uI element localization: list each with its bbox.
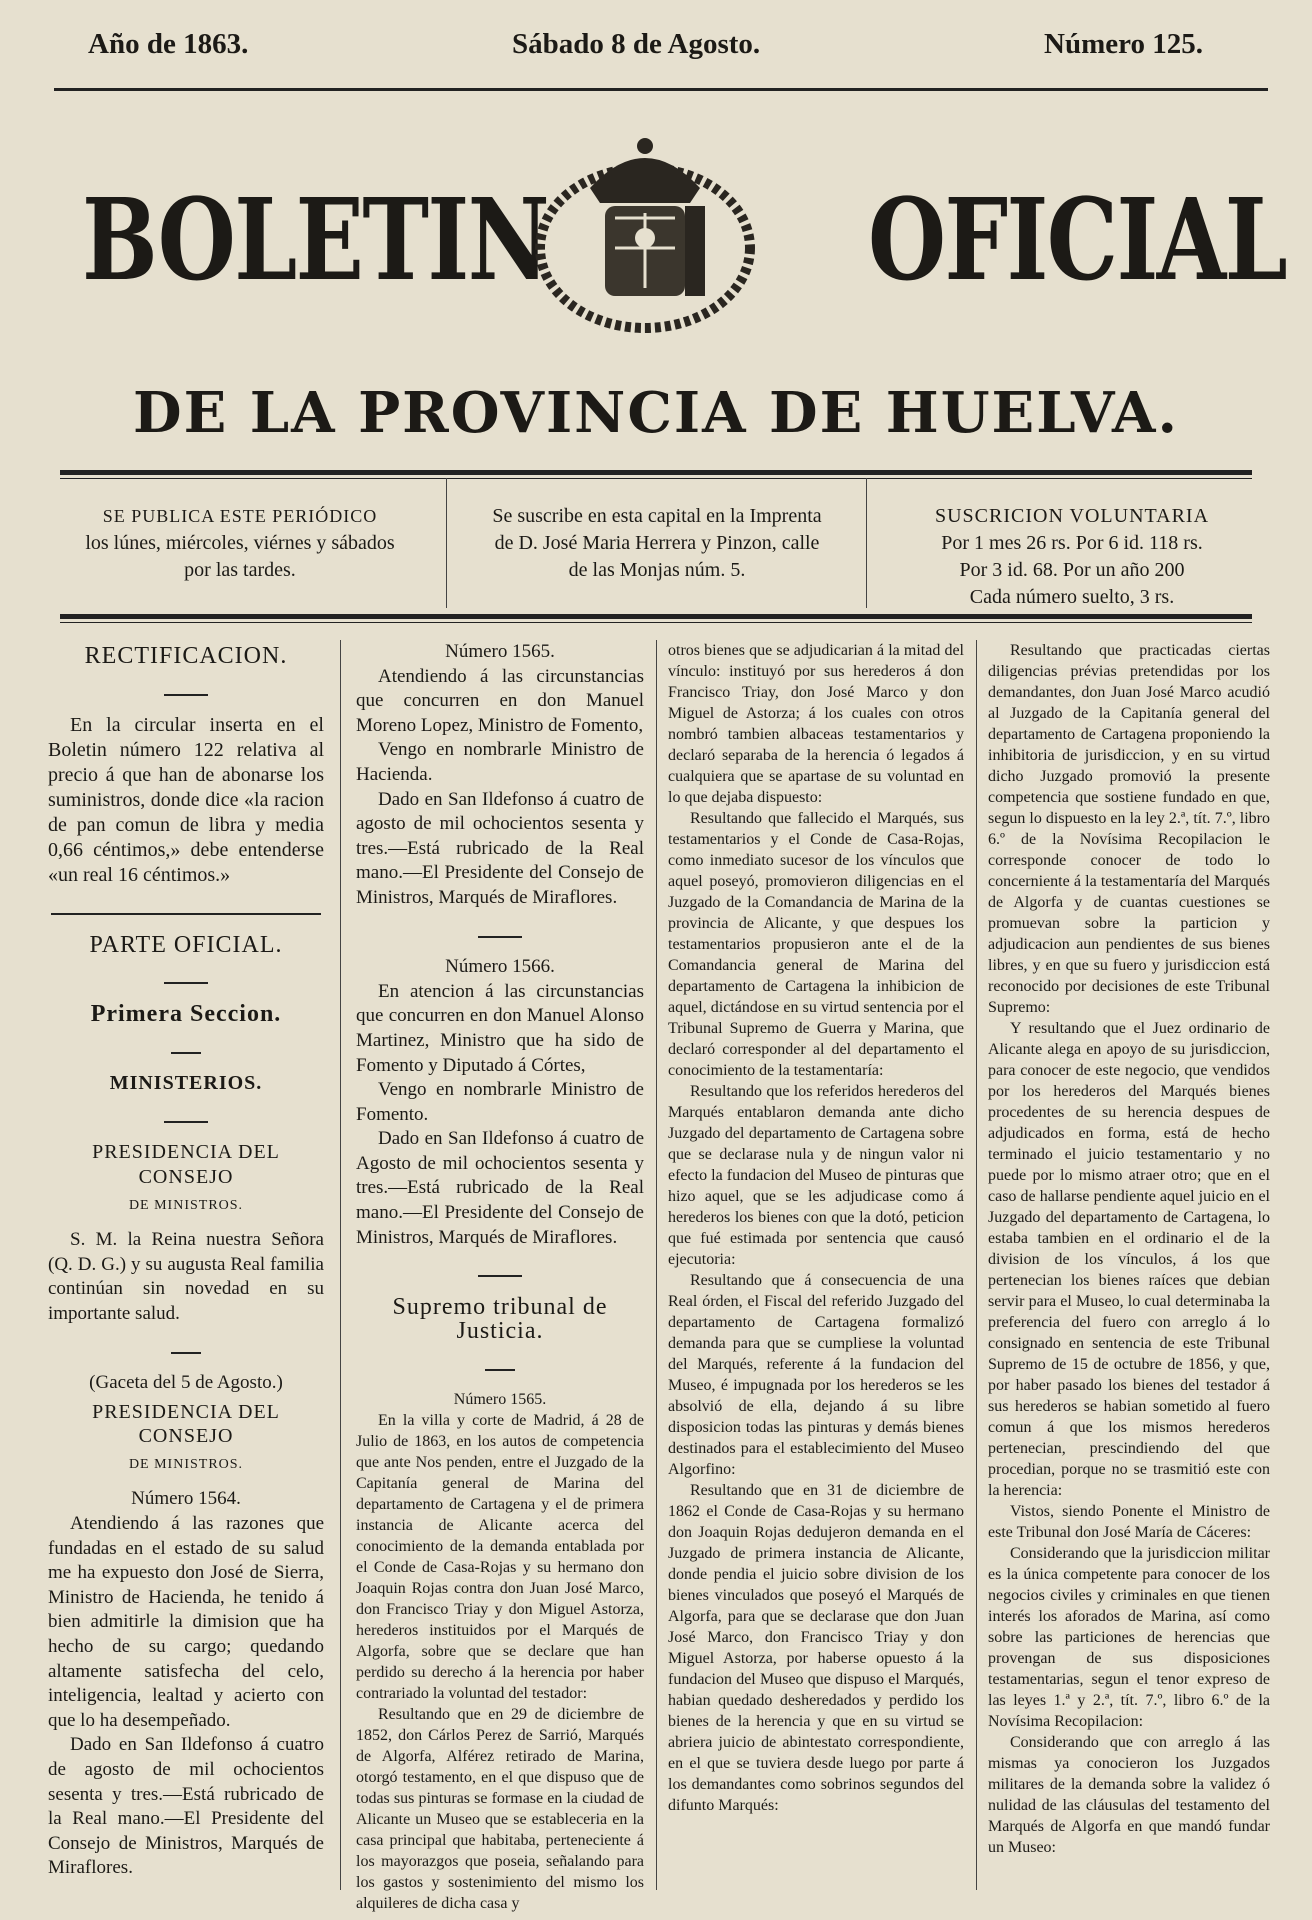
rectificacion-heading: RECTIFICACION. <box>84 643 288 669</box>
decree-number-1566: Número 1566. <box>445 956 555 978</box>
header-rule <box>54 88 1268 91</box>
presidencia-subheading: DE MINISTROS. <box>128 1197 244 1213</box>
presidencia-heading-2: PRESIDENCIA DEL CONSEJO <box>92 1400 280 1448</box>
reina-text: S. M. la Reina nuestra Señora (Q. D. G.) y su augusta Real familia continúan sin novedad en su importante salud. <box>48 1229 324 1324</box>
column-1 <box>48 640 324 1881</box>
column-4 <box>988 640 1270 1858</box>
separator <box>356 921 644 946</box>
info-bottom-rule-thin <box>60 622 1252 623</box>
separator <box>48 1337 324 1362</box>
decree-1565-text: Atendiendo á las circunstancias que concurren en don Manuel Moreno Lopez, Ministro de Fomento, <box>356 665 644 736</box>
decree-1566-appointment: Vengo en nombrarle Ministro de Fomento. <box>356 1079 644 1125</box>
price-line-3: Cada número suelto, 3 rs. <box>969 586 1175 608</box>
col3-paragraph-1: otros bienes que se adjudicarian á la mitad del vínculo: instituyó por sus herederos á don Francisco Triay, don José Marco y don Miguel de Astorza; á los cuales con otros nombró tambien albaceas testamentarios y declaró separaba de la herencia ó legados á cualquiera que se apartase de su voluntad en lo que dejaba dispuesto: <box>668 642 964 806</box>
decree-1564-signature: Dado en San Ildefonso á cuatro de agosto de mil ochocientos sesenta y tres.—Está rubricado de la Real mano.—El Presidente del Consejo de Ministros, Marqués de Miraflores. <box>48 1734 324 1879</box>
subscribe-line-1: Se suscribe en esta capital en la Imprenta <box>492 505 822 527</box>
price-line-2: Por 3 id. 68. Por un año 200 <box>959 559 1185 581</box>
column-2 <box>356 640 644 1914</box>
decree-number-1565: Número 1565. <box>445 641 555 662</box>
decree-1565-appointment: Vengo en nombrarle Ministro de Hacienda. <box>356 739 644 785</box>
primera-seccion-heading: Primera Seccion. <box>90 1000 282 1027</box>
presidencia-heading: PRESIDENCIA DEL CONSEJO <box>92 1141 280 1188</box>
col4-paragraph-1: Resultando que practicadas ciertas diligencias prévias pretendidas por los demandantes, don Juan José Marco acudió al Juzgado de la Capitanía general del departamento de Cartagena proponiendo la inhibitoria de jurisdiccion, y en su virtud dicho Juzgado promovió la presente competencia que sostiene fundado en que, segun lo dispuesto en la ley 2.ª, tít. 7.º, libro 6.º de la Novísima Recopilacion le corresponde conocer de todo lo concerniente á la testamentaría del Marqués de Algorfa y de cuantas cuestiones se promuevan sobre la particion y adjudicacion aun pendientes de sus bienes libres, y en que su fuero y jurisdiccion está reconocido por decisiones de este Tribunal Supremo: <box>988 642 1270 1016</box>
separator <box>356 1260 644 1285</box>
info-top-rule <box>60 470 1252 475</box>
col4-paragraph-3: Vistos, siendo Ponente el Ministro de este Tribunal don José María de Cáceres: <box>988 1503 1270 1541</box>
info-top-rule-thin <box>60 478 1252 479</box>
price-info <box>872 503 1272 611</box>
separator <box>48 898 324 923</box>
publish-line-3: por las tardes. <box>184 559 296 581</box>
case-resultando-1: Resultando que en 29 de diciembre de 1852, don Cárlos Perez de Sarrió, Marqués de Algorfa, Alférez retirado de Marina, otorgó testamento, en el que dispuso que de todas sus pinturas se formase en la ciudad de Alicante un Museo que se estableceria en la casa principal que habitaba, perteneciente á los mayorazgos que poseia, señalando para los gastos y sostenimiento del mismo los alquileres de dicha casa y <box>356 1705 644 1912</box>
decree-1566-signature: Dado en San Ildefonso á cuatro de Agosto de mil ochocientos sesenta y tres.—Está rubricado de la Real mano.—El Presidente del Consejo de Ministros, Marqués de Miraflores. <box>356 1128 644 1248</box>
separator <box>48 967 324 992</box>
decree-1566-text: En atencion á las circunstancias que concurren en don Manuel Alonso Martinez, Ministro que ha sido de Fomento y Diputado á Córtes, <box>356 980 644 1076</box>
subscribe-info <box>452 503 862 584</box>
case-number: Número 1565. <box>453 1390 547 1408</box>
info-bottom-rule <box>60 614 1252 619</box>
ministerios-heading: MINISTERIOS. <box>109 1072 263 1095</box>
separator <box>356 1354 644 1379</box>
separator <box>48 679 324 704</box>
title-left: BOLETIN <box>82 175 549 306</box>
column-divider-3 <box>976 640 977 1890</box>
gaceta-citation: (Gaceta del 5 de Agosto.) <box>89 1372 283 1394</box>
col4-paragraph-2: Y resultando que el Juez ordinario de Alicante alega en apoyo de su jurisdiccion, para conocer de este negocio, que vendidos por los herederos del Marqués bienes procedentes de su herencia despues de adjudicados en forma, está de hecho terminado el juicio testamentario y no puede por lo mismo atraer otro; que en el caso de hallarse pendiente aquel juicio en el Juzgado del departamento de Cartagena, lo estaba tambien en el ordinario el de la division de los vínculos, á los que pertenecian los bienes raíces que debian servir para el Museo, lo cual determinaba la preferencia del fuero con arreglo á lo consignado en sentencia de este Tribunal Supremo de 15 de octubre de 1856, y que, por haber pasado los bienes del testador á sus herederos se habian sometido al fuero comun á que los mismos herederos pertenecian, prescindiendo del que procedian, porque no se trasmitió este con la herencia: <box>988 1020 1270 1499</box>
subscribe-line-2: de D. José Maria Herrera y Pinzon, calle <box>494 532 820 554</box>
separator <box>48 1106 324 1131</box>
column-divider-1 <box>340 640 341 1890</box>
info-divider-1 <box>446 478 447 608</box>
price-title: SUSCRICION VOLUNTARIA <box>934 505 1210 527</box>
publish-info <box>40 503 440 584</box>
separator <box>48 1037 324 1062</box>
decree-1565-signature: Dado en San Ildefonso á cuatro de agosto de mil ochocientos sesenta y tres.—Está rubricado de la Real mano.—El Presidente del Consejo de Ministros, Marqués de Miraflores. <box>356 788 644 908</box>
col3-paragraph-3: Resultando que los referidos herederos del Marqués entablaron demanda ante dicho Juzgado del departamento de Cartagena sobre que se declarase nula y de ningun valor ni efecto la fundacion del Museo de pinturas que hizo aquel, que se les adjudicase como á herederos los bienes con que la dotó, peticion que fué estimada por sentencia que causó ejecutoria: <box>668 1083 964 1268</box>
col4-paragraph-5: Considerando que con arreglo á las mismas ya conocieron los Juzgados militares de la demanda sobre la validez ó nulidad de las cláusulas del testamento del Marqués de Algorfa en que mandó fundar un Museo: <box>988 1734 1270 1856</box>
issue-number: Número 125. <box>1044 28 1203 60</box>
price-line-1: Por 1 mes 26 rs. Por 6 id. 118 rs. <box>941 532 1203 554</box>
parte-oficial-heading: PARTE OFICIAL. <box>89 931 283 958</box>
title-right: OFICIAL <box>868 175 1287 306</box>
supremo-heading: Supremo tribunal de Justicia. <box>392 1293 608 1345</box>
decree-1564-text: Atendiendo á las razones que fundadas en el estado de su salud me ha expuesto don José de Sierra, Ministro de Hacienda, he tenido á bien admitirle la dimision que ha hecho de su cargo; quedando altamente satisfecha del celo, inteligencia, lealtad y acierto con que lo ha desempeñado. <box>48 1513 324 1731</box>
subscribe-line-3: de las Monjas núm. 5. <box>568 559 746 581</box>
presidencia-subheading-2: DE MINISTROS. <box>128 1456 244 1472</box>
date-label: Sábado 8 de Agosto. <box>512 28 761 60</box>
case-intro-text: En la villa y corte de Madrid, á 28 de Julio de 1863, en los autos de competencia que ante Nos penden, entre el Juzgado de la Capitanía general de Marina del departamento de Cartagena y el de primera instancia de Alicante acerca del conocimiento de la demanda entablada por el Conde de Casa-Rojas y su hermano don Joaquin Rojas contra don Juan José Marco, don Francisco Triay y don Miguel Astorza, herederos instituidos por el Marqués de Algorfa, sobre que se declare que han perdido su derecho á la herencia por haber contrariado la voluntad del testador: <box>356 1411 644 1702</box>
col3-paragraph-5: Resultando que en 31 de diciembre de 1862 el Conde de Casa-Rojas y su hermano don Joaquin Rojas dedujeron demanda en el Juzgado de primera instancia de Alicante, donde pendia el juicio sobre division de los bienes vinculados que poseyó el Marqués de Algorfa, para que se declarase que don Juan José Marco, don Francisco Triay y don Miguel Astorza, por haberse opuesto á la fundacion del Museo que dispuso el Marqués, habian quedado desheredados y perdido los bienes de la herencia y que en su virtud se abriera juicio de abintestato correspondiente, en el que se tuviera desde luego por parte á los demandantes como sobrinos segundos del difunto Marqués: <box>668 1482 964 1814</box>
info-divider-2 <box>866 478 867 608</box>
subtitle: DE LA PROVINCIA DE HUELVA. <box>133 380 1179 446</box>
rectificacion-text: En la circular inserta en el Boletin número 122 relativa al precio á que han de abonarse los suministros, donde dice «la racion de pan comun de libra y media 0,66 céntimos,» debe entenderse «un real 16 céntimos.» <box>48 714 324 887</box>
publish-line-1: SE PUBLICA ESTE PERIÓDICO <box>102 506 378 526</box>
year-label: Año de 1863. <box>88 28 249 60</box>
decree-number-1564: Número 1564. <box>131 1488 241 1510</box>
col3-paragraph-4: Resultando que á consecuencia de una Real órden, el Fiscal del referido Juzgado del departamento de Cartagena formalizó demanda para que se cumpliese la voluntad del Marqués, referente á la fundacion del Museo, é impugnada por los herederos se les absolvió de ella, dejando á su libre disposicion todas las pinturas y demás bienes destinados para el establecimiento del Museo Algorfino: <box>668 1272 964 1478</box>
publish-line-2: los lúnes, miércoles, viérnes y sábados <box>85 532 395 554</box>
col3-paragraph-2: Resultando que fallecido el Marqués, sus testamentarios y el Conde de Casa-Rojas, como inmediato sucesor de los vínculos que aquel poseyó, promovieron diligencias en el Juzgado de la Comandancia de Marina de la provincia de Alicante, y que despues los testamentarios propusieron ante el de la Comandancia general de Marina del departamento de Cartagena la inhibicion de aquel, dictándose en su virtud sentencia por el Tribunal Supremo de Guerra y Marina, que declaró corresponder al del departamento el conocimiento de la testamentaría: <box>668 810 964 1079</box>
column-3 <box>668 640 964 1816</box>
col4-paragraph-4: Considerando que la jurisdiccion militar es la única competente para conocer de los negocios civiles y criminales en que tienen interés los aforados de Marina, así como sobre las particiones de herencias que provengan de sus disposiciones testamentarias, segun el tenor expreso de las leyes 1.ª y 2.ª, tít. 7.º, libro 6.º de la Novísima Recopilacion: <box>988 1545 1270 1730</box>
column-divider-2 <box>656 640 657 1890</box>
coat-of-arms-icon <box>520 118 770 338</box>
